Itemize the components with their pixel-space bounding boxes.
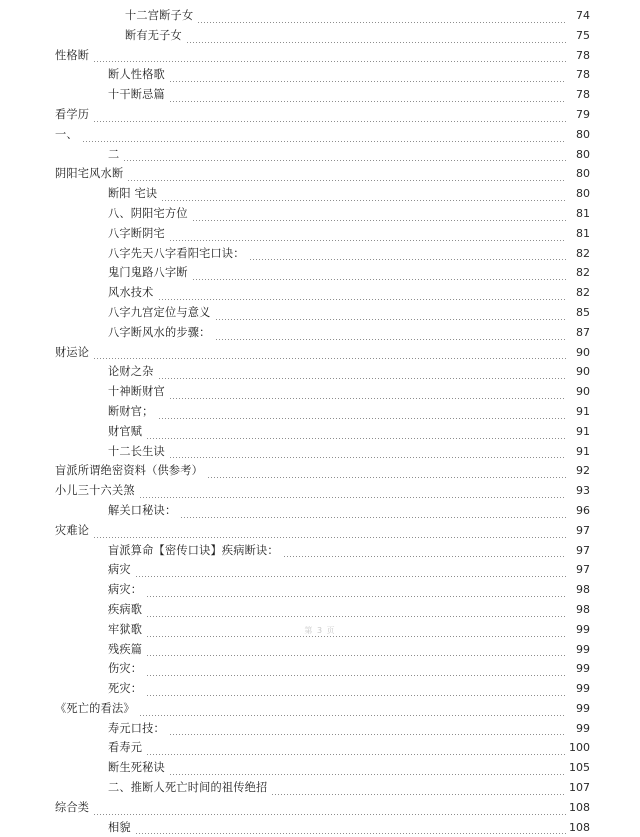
toc-entry[interactable] bbox=[55, 65, 590, 85]
toc-leader-dots bbox=[93, 121, 566, 122]
toc-entry[interactable] bbox=[55, 125, 590, 145]
toc-entry-title: 死灾： bbox=[108, 682, 143, 696]
toc-entry-title: 断人性格歌 bbox=[108, 68, 165, 82]
toc-entry-title: 一、 bbox=[55, 127, 78, 141]
toc-entry-title: 断阳 宅诀 bbox=[108, 187, 158, 201]
toc-entry[interactable] bbox=[55, 679, 590, 699]
toc-entry-title: 十二宫断子女 bbox=[125, 9, 194, 22]
toc-entry-title: 风水技术 bbox=[108, 286, 154, 300]
toc-entry-title: 疾病歌 bbox=[108, 602, 143, 616]
toc-entry-page-number: 96 bbox=[576, 503, 590, 517]
page-footer-label: 第 3 页 bbox=[304, 626, 336, 635]
toc-entry[interactable] bbox=[55, 283, 590, 303]
toc-entry-page-number: 80 bbox=[576, 167, 590, 181]
toc-entry-title: 综合类 bbox=[55, 800, 90, 814]
toc-leader-dots bbox=[93, 537, 566, 538]
toc-entry-page-number: 80 bbox=[576, 187, 590, 201]
toc-leader-dots bbox=[135, 833, 566, 834]
toc-leader-dots bbox=[169, 734, 566, 735]
toc-entry-title: 断财官； bbox=[108, 404, 154, 418]
toc-entry-page-number: 82 bbox=[576, 286, 590, 300]
toc-entry[interactable] bbox=[55, 481, 590, 501]
toc-leader-dots bbox=[215, 339, 567, 340]
toc-entry-page-number: 80 bbox=[576, 147, 590, 161]
toc-leader-dots bbox=[271, 794, 566, 795]
toc-entry-title: 十干断忌篇 bbox=[108, 88, 165, 102]
toc-leader-dots bbox=[180, 517, 566, 518]
toc-entry[interactable] bbox=[55, 818, 590, 837]
toc-entry-title: 八、阴阳宅方位 bbox=[108, 206, 188, 220]
toc-leader-dots bbox=[186, 42, 566, 43]
toc-entry-title: 阴阳宅风水断 bbox=[55, 167, 124, 181]
toc-leader-dots bbox=[127, 180, 566, 181]
toc-entry-page-number: 99 bbox=[576, 642, 590, 656]
toc-entry[interactable] bbox=[55, 659, 590, 679]
toc-entry-title: 八字先天八字看阳宅口诀： bbox=[108, 246, 245, 260]
toc-leader-dots bbox=[192, 220, 566, 221]
toc-entry[interactable] bbox=[55, 26, 590, 46]
toc-entry-page-number: 91 bbox=[576, 444, 590, 458]
toc-entry-page-number: 87 bbox=[576, 325, 590, 339]
toc-entry-page-number: 78 bbox=[576, 68, 590, 82]
toc-entry[interactable] bbox=[55, 699, 590, 719]
toc-entry[interactable] bbox=[55, 6, 590, 26]
toc-entry[interactable] bbox=[55, 541, 590, 561]
toc-entry-page-number: 99 bbox=[576, 721, 590, 735]
toc-entry[interactable] bbox=[55, 382, 590, 402]
toc-entry-page-number: 97 bbox=[576, 563, 590, 577]
toc-entry-page-number: 97 bbox=[576, 523, 590, 537]
toc-entry[interactable] bbox=[55, 798, 590, 818]
toc-entry-page-number: 90 bbox=[576, 345, 590, 359]
toc-entry-page-number: 90 bbox=[576, 365, 590, 379]
toc-entry-title: 八字断风水的步骤： bbox=[108, 325, 211, 339]
toc-entry-page-number: 82 bbox=[576, 246, 590, 260]
toc-entry-page-number: 82 bbox=[576, 266, 590, 280]
toc-leader-dots bbox=[215, 319, 567, 320]
toc-entry[interactable] bbox=[55, 422, 590, 442]
toc-entry[interactable] bbox=[55, 442, 590, 462]
toc-entry-title: 牢狱歌 bbox=[108, 622, 143, 636]
toc-entry-title: 性格断 bbox=[55, 48, 90, 62]
toc-entry-title: 八字九宫定位与意义 bbox=[108, 305, 211, 319]
toc-entry[interactable] bbox=[55, 719, 590, 739]
toc-entry-page-number: 81 bbox=[576, 206, 590, 220]
toc-entry-page-number: 108 bbox=[569, 800, 590, 814]
toc-entry-title: 解关口秘诀： bbox=[108, 503, 177, 517]
toc-entry[interactable] bbox=[55, 600, 590, 620]
toc-entry[interactable] bbox=[55, 263, 590, 283]
toc-leader-dots bbox=[146, 596, 566, 597]
toc-entry-title: 二 bbox=[108, 147, 120, 161]
toc-entry-page-number: 90 bbox=[576, 385, 590, 399]
toc-entry-title: 看学历 bbox=[55, 107, 90, 121]
toc-entry-title: 灾难论 bbox=[55, 523, 90, 537]
toc-leader-dots bbox=[146, 616, 566, 617]
toc-entry[interactable] bbox=[55, 164, 590, 184]
toc-leader-dots bbox=[207, 477, 566, 478]
toc-entry-page-number: 97 bbox=[576, 543, 590, 557]
toc-entry-page-number: 93 bbox=[576, 484, 590, 498]
toc-entry-title: 论财之杂 bbox=[108, 365, 154, 379]
toc-entry-title: 盲派所谓绝密资料（供参考） bbox=[55, 464, 204, 478]
toc-leader-dots bbox=[249, 259, 566, 260]
toc-entry-title: 断生死秘诀 bbox=[108, 761, 165, 775]
toc-entry-title: 《死亡的看法》 bbox=[55, 701, 135, 715]
toc-entry[interactable] bbox=[55, 145, 590, 165]
toc-leader-dots bbox=[169, 774, 566, 775]
toc-entry-page-number: 80 bbox=[576, 127, 590, 141]
toc-leader-dots bbox=[146, 754, 566, 755]
toc-entry[interactable] bbox=[55, 85, 590, 105]
toc-entry-page-number: 98 bbox=[576, 602, 590, 616]
toc-leader-dots bbox=[158, 378, 566, 379]
toc-entry-title: 伤灾： bbox=[108, 662, 143, 676]
toc-entry-title: 寿元口技： bbox=[108, 721, 165, 735]
toc-leader-dots bbox=[283, 556, 566, 557]
toc-entry-title: 鬼门鬼路八字断 bbox=[108, 266, 188, 280]
toc-leader-dots bbox=[82, 141, 566, 142]
toc-entry[interactable] bbox=[55, 580, 590, 600]
toc-entry-page-number: 74 bbox=[576, 9, 590, 22]
toc-entry-page-number: 91 bbox=[576, 424, 590, 438]
toc-leader-dots bbox=[139, 497, 566, 498]
toc-entry-page-number: 99 bbox=[576, 662, 590, 676]
toc-entry[interactable] bbox=[55, 343, 590, 363]
toc-leader-dots bbox=[161, 200, 566, 201]
toc-entry-page-number: 99 bbox=[576, 622, 590, 636]
toc-entry[interactable] bbox=[55, 46, 590, 66]
toc-leader-dots bbox=[158, 299, 566, 300]
toc-entry-page-number: 92 bbox=[576, 464, 590, 478]
toc-leader-dots bbox=[146, 438, 566, 439]
toc-entry-page-number: 99 bbox=[576, 701, 590, 715]
toc-entry[interactable] bbox=[55, 362, 590, 382]
toc-entry-page-number: 75 bbox=[576, 28, 590, 42]
toc-entry[interactable] bbox=[55, 204, 590, 224]
toc-entry[interactable] bbox=[55, 738, 590, 758]
toc-leader-dots bbox=[139, 715, 566, 716]
toc-entry-title: 病灾 bbox=[108, 563, 131, 577]
toc-entry[interactable] bbox=[55, 224, 590, 244]
toc-leader-dots bbox=[146, 695, 566, 696]
toc-entry-page-number: 91 bbox=[576, 404, 590, 418]
toc-leader-dots bbox=[123, 160, 566, 161]
toc-entry-title: 小儿三十六关煞 bbox=[55, 484, 135, 498]
toc-entry-title: 断有无子女 bbox=[125, 28, 182, 42]
toc-entry-page-number: 98 bbox=[576, 583, 590, 597]
toc-entry[interactable] bbox=[55, 184, 590, 204]
toc-leader-dots bbox=[158, 418, 566, 419]
toc-entry-title: 财官赋 bbox=[108, 424, 143, 438]
toc-entry[interactable] bbox=[55, 560, 590, 580]
toc-entry[interactable] bbox=[55, 640, 590, 660]
toc-entry[interactable] bbox=[55, 323, 590, 343]
toc-entry-page-number: 105 bbox=[569, 761, 590, 775]
toc-entry-page-number: 79 bbox=[576, 107, 590, 121]
toc-entry[interactable] bbox=[55, 461, 590, 481]
toc-entry[interactable] bbox=[55, 778, 590, 798]
toc-entry[interactable] bbox=[55, 402, 590, 422]
toc-leader-dots bbox=[197, 22, 566, 23]
toc-entry-title: 看寿元 bbox=[108, 741, 143, 755]
toc-entry-title: 二、推断人死亡时间的祖传绝招 bbox=[108, 781, 268, 795]
toc-entry-title: 十二长生诀 bbox=[108, 444, 165, 458]
toc-entry-page-number: 78 bbox=[576, 88, 590, 102]
toc-entry-page-number: 100 bbox=[569, 741, 590, 755]
toc-entry-page-number: 108 bbox=[569, 820, 590, 834]
toc-leader-dots bbox=[169, 240, 566, 241]
toc-entry-list bbox=[55, 6, 590, 837]
toc-entry-title: 病灾： bbox=[108, 583, 143, 597]
toc-leader-dots bbox=[93, 358, 566, 359]
toc-leader-dots bbox=[146, 655, 566, 656]
toc-leader-dots bbox=[169, 81, 566, 82]
toc-entry-title: 财运论 bbox=[55, 345, 90, 359]
toc-entry[interactable] bbox=[55, 105, 590, 125]
toc-entry-page-number: 85 bbox=[576, 305, 590, 319]
toc-entry[interactable] bbox=[55, 521, 590, 541]
toc-entry-page-number: 81 bbox=[576, 226, 590, 240]
toc-entry-title: 盲派算命【密传口诀】疾病断诀： bbox=[108, 543, 279, 557]
toc-entry-title: 相貌 bbox=[108, 820, 131, 834]
toc-leader-dots bbox=[192, 279, 566, 280]
toc-entry-page-number: 78 bbox=[576, 48, 590, 62]
toc-entry[interactable] bbox=[55, 244, 590, 264]
toc-leader-dots bbox=[146, 675, 566, 676]
toc-leader-dots bbox=[169, 457, 566, 458]
toc-entry[interactable] bbox=[55, 303, 590, 323]
toc-entry-page-number: 99 bbox=[576, 682, 590, 696]
toc-leader-dots bbox=[169, 101, 566, 102]
toc-entry-page-number: 107 bbox=[569, 781, 590, 795]
toc-entry[interactable] bbox=[55, 758, 590, 778]
toc-entry-title: 十神断财官 bbox=[108, 385, 165, 399]
toc-entry[interactable] bbox=[55, 501, 590, 521]
toc-entry-title: 八字断阴宅 bbox=[108, 226, 165, 240]
toc-leader-dots bbox=[93, 814, 566, 815]
toc-leader-dots bbox=[93, 61, 566, 62]
toc-leader-dots bbox=[135, 576, 566, 577]
toc-entry-title: 残疾篇 bbox=[108, 642, 143, 656]
toc-leader-dots bbox=[169, 398, 566, 399]
